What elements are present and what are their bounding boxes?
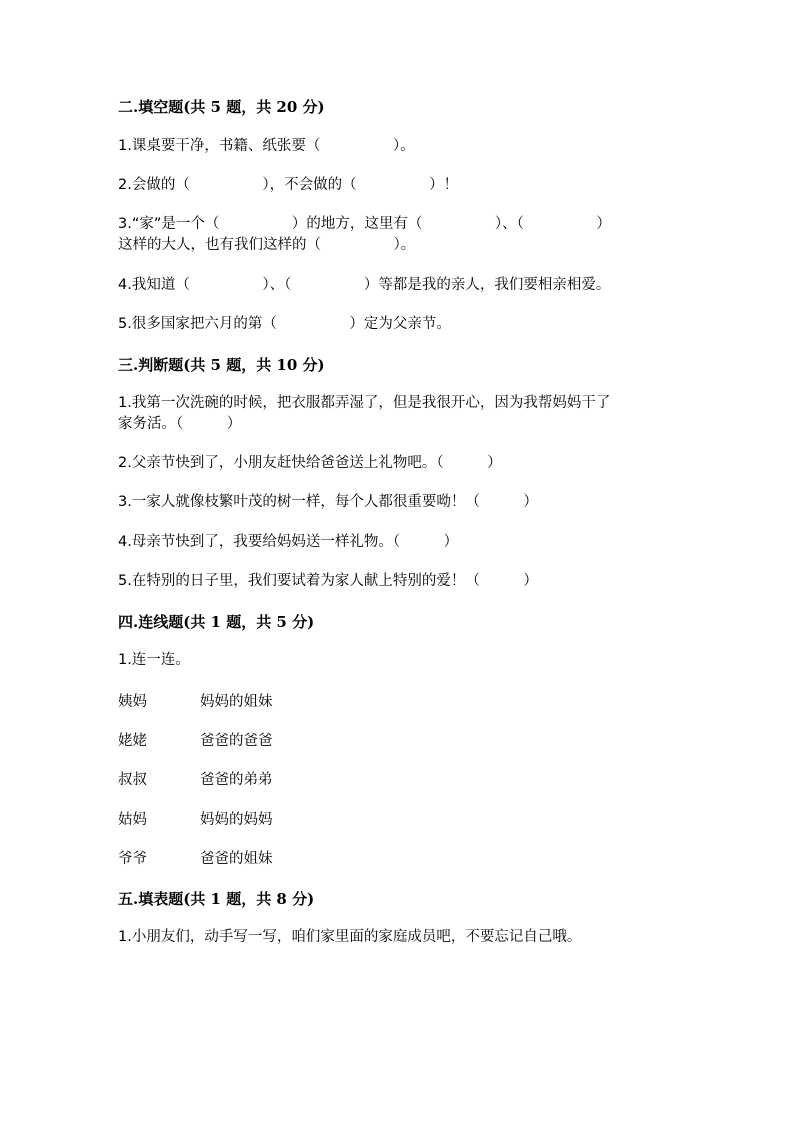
question-judge-1-line2: 家务活。（ ）: [118, 416, 242, 432]
section-title-judge: 三.判断题(共 5 题，共 10 分): [118, 356, 325, 374]
section-title-matching: 四.连线题(共 1 题，共 5 分): [118, 613, 315, 631]
match-left-item: 姑妈: [118, 812, 147, 828]
match-left-item: 叔叔: [118, 772, 147, 788]
question-judge-5: 5.在特别的日子里，我们要试着为家人献上特别的爱！（ ）: [118, 573, 538, 589]
match-left-item: 姥姥: [118, 733, 147, 749]
question-fill-1: 1.课桌要干净，书籍、纸张要（ ）。: [118, 138, 415, 154]
match-right-item: 爸爸的爸爸: [200, 733, 273, 749]
match-right-item: 妈妈的姐妹: [200, 694, 273, 710]
question-table-1: 1.小朋友们，动手写一写，咱们家里面的家庭成员吧，不要忘记自己哦。: [118, 929, 582, 945]
question-judge-2: 2.父亲节快到了，小朋友赶快给爸爸送上礼物吧。（ ）: [118, 455, 502, 471]
question-judge-4: 4.母亲节快到了，我要给妈妈送一样礼物。（ ）: [118, 534, 459, 550]
section-title-fill-blank: 二.填空题(共 5 题，共 20 分): [118, 98, 325, 116]
match-right-item: 爸爸的弟弟: [200, 772, 273, 788]
question-judge-3: 3.一家人就像枝繁叶茂的树一样，每个人都很重要呦！（ ）: [118, 494, 538, 510]
question-matching-1: 1.连一连。: [118, 652, 190, 668]
question-fill-3-line1: 3.“家”是一个（ ）的地方，这里有（ ）、（ ）: [118, 216, 611, 232]
question-fill-2: 2.会做的（ ），不会做的（ ）！: [118, 177, 459, 193]
question-fill-4: 4.我知道（ ）、（ ）等都是我的亲人，我们要相亲相爱。: [118, 277, 611, 293]
match-left-item: 爷爷: [118, 851, 147, 867]
question-fill-3-line2: 这样的大人，也有我们这样的（ ）。: [118, 237, 416, 253]
section-title-table: 五.填表题(共 1 题，共 8 分): [118, 890, 315, 908]
match-left-item: 姨妈: [118, 694, 147, 710]
match-right-item: 爸爸的姐妹: [200, 851, 273, 867]
question-judge-1-line1: 1.我第一次洗碗的时候，把衣服都弄湿了，但是我很开心，因为我帮妈妈干了: [118, 395, 611, 411]
question-fill-5: 5.很多国家把六月的第（ ）定为父亲节。: [118, 316, 451, 332]
match-right-item: 妈妈的妈妈: [200, 812, 273, 828]
